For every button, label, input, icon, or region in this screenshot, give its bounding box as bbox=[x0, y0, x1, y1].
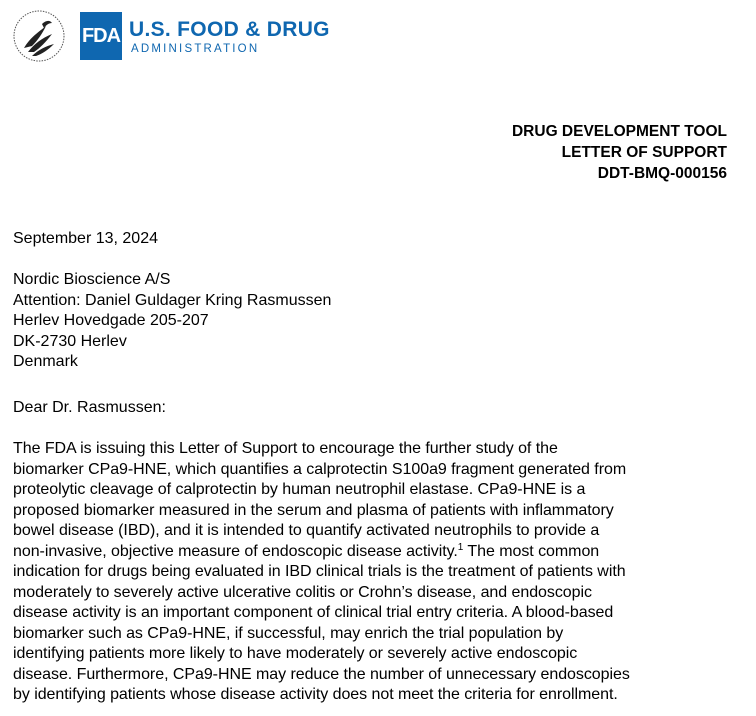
paragraph-line: identifying patients more likely to have moderately or severely active endoscopic bbox=[13, 645, 578, 662]
paragraph-line: disease activity is an important component of clinical trial entry criteria. A blood-based bbox=[13, 604, 614, 621]
address-line: Nordic Bioscience A/S bbox=[13, 271, 171, 288]
hhs-seal-icon bbox=[12, 4, 66, 68]
paragraph-line: disease. Furthermore, CPa9-HNE may reduce the number of unnecessary endoscopies bbox=[13, 665, 630, 683]
paragraph-text: non-invasive, objective measure of endoscopic disease activity. bbox=[13, 542, 458, 560]
salutation: Dear Dr. Rasmussen: bbox=[13, 399, 166, 416]
paragraph-line: The FDA is issuing this Letter of Support to encourage the further study of the bbox=[13, 440, 558, 457]
body-paragraph bbox=[13, 439, 743, 706]
heading-line-1: DRUG DEVELOPMENT TOOL bbox=[511, 123, 727, 140]
paragraph-line: by identifying patients whose disease activity does not meet the criteria for enrollment. bbox=[13, 686, 618, 703]
letter-date: September 13, 2024 bbox=[13, 230, 158, 247]
agency-subtitle: ADMINISTRATION bbox=[131, 43, 260, 55]
paragraph-line: bowel disease (IBD), and it is intended to quantify activated neutrophils to provide a bbox=[13, 522, 600, 539]
paragraph-line: moderately to severely active ulcerative colitis or Crohn’s disease, and endoscopic bbox=[13, 583, 592, 601]
fda-logo-box: FDA bbox=[80, 12, 122, 60]
heading-line-2: LETTER OF SUPPORT bbox=[561, 144, 727, 161]
address-line: Attention: Daniel Guldager Kring Rasmussen bbox=[13, 291, 332, 309]
address-line: DK-2730 Herlev bbox=[13, 332, 127, 350]
paragraph-line bbox=[13, 542, 743, 563]
paragraph-line: biomarker CPa9-HNE, which quantifies a calprotectin S100a9 fragment generated from bbox=[13, 460, 627, 478]
paragraph-line: indication for drugs being evaluated in IBD clinical trials is the treatment of patients with bbox=[13, 563, 626, 580]
recipient-address bbox=[13, 270, 743, 373]
heading-line-3: DDT-BMQ-000156 bbox=[597, 165, 727, 182]
paragraph-line: proteolytic cleavage of calprotectin by human neutrophil elastase. CPa9-HNE is a bbox=[13, 481, 586, 498]
paragraph-text: The most common bbox=[463, 542, 600, 560]
document-heading bbox=[512, 121, 727, 184]
paragraph-line: proposed biomarker measured in the serum and plasma of patients with inflammatory bbox=[13, 501, 614, 519]
agency-name: U.S. FOOD & DRUG bbox=[129, 18, 330, 41]
address-line: Denmark bbox=[13, 353, 78, 370]
address-line: Herlev Hovedgade 205-207 bbox=[13, 312, 209, 329]
footnote-ref: 1 bbox=[457, 541, 464, 553]
paragraph-line: biomarker such as CPa9-HNE, if successful, may enrich the trial population by bbox=[13, 624, 564, 642]
